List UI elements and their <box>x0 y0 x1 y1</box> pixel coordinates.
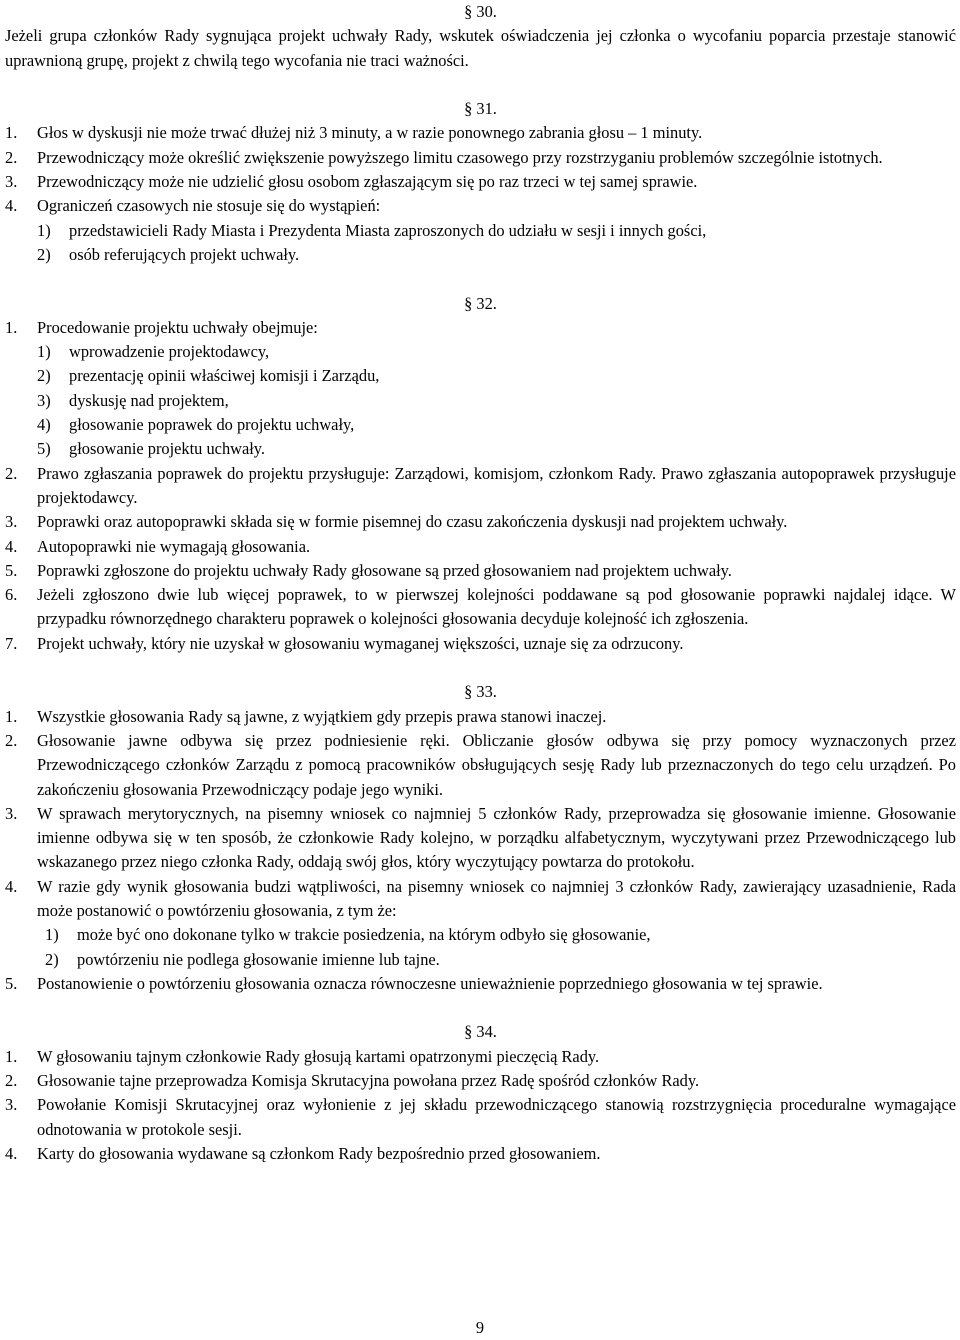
section-33-title: § 33. <box>464 682 497 702</box>
list-item: 3. Poprawki oraz autopoprawki składa się w formie pisemnej do czasu zakończenia dyskusji nad projektem uchwały. <box>5 512 788 532</box>
sub-list-item: 1) wprowadzenie projektodawcy, <box>37 342 270 362</box>
section-32-title: § 32. <box>464 293 497 313</box>
list-item: 5. Postanowienie o powtórzeniu głosowania oznacza równoczesne unieważnienie poprzedniego głosowania w tej sprawie. <box>5 973 823 993</box>
sub-list-item: 5) głosowanie projektu uchwały. <box>37 439 266 459</box>
page-number: 9 <box>475 1318 485 1337</box>
list-item: 6. Jeżeli zgłoszono dwie lub więcej poprawek, to w pierwszej kolejności poddawane są pod głosowanie poprawki najdalej idące. W przypadku równorzędnego charakteru poprawek o kolejności głosowania decyduje kolejność ich zgłoszenia. <box>5 585 956 629</box>
sub-list-item: 2) osób referujących projekt uchwały. <box>37 244 300 264</box>
list-item: 1. W głosowaniu tajnym członkowie Rady głosują kartami opatrzonymi pieczęcią Rady. <box>5 1046 600 1066</box>
section-31-title: § 31. <box>464 99 497 119</box>
list-item: 4. Ograniczeń czasowych nie stosuje się do wystąpień: <box>5 196 381 216</box>
list-item: 5. Poprawki zgłoszone do projektu uchwały Rady głosowane są przed głosowaniem nad projektem uchwały. <box>5 560 732 580</box>
document-page <box>5 0 956 1166</box>
list-item: 7. Projekt uchwały, który nie uzyskał w głosowaniu wymaganej większości, uznaje się za odrzucony. <box>5 633 684 653</box>
list-item: 4. W razie gdy wynik głosowania budzi wątpliwości, na pisemny wniosek co najmniej 3 członków Rady, zawierający uzasadnienie, Rada może postanowić o powtórzeniu głosowania, z tym że: <box>5 876 956 920</box>
list-item: 2. Głosowanie tajne przeprowadza Komisja Skrutacyjna powołana przez Radę spośród członków Rady. <box>5 1071 700 1091</box>
list-item: 3. Powołanie Komisji Skrutacyjnej oraz wyłonienie z jej składu przewodniczącego stanowią rozstrzygnięcia proceduralne wymagające odnotowania w protokole sesji. <box>5 1095 956 1139</box>
section-30-title: § 30. <box>464 2 497 21</box>
sub-list-item: 4) głosowanie poprawek do projektu uchwały, <box>37 415 355 435</box>
list-item: 3. W sprawach merytorycznych, na pisemny wniosek co najmniej 5 członków Rady, przeprowadza się głosowanie imienne. Głosowanie imienne odbywa się w ten sposób, że członkowie Rady kolejno, w porządku alfabetycznym, wyczytywani przez Przewodniczącego lub wskazanego przez niego członka Rady, oddają swój głos, który wyczytujący powtarza do protokołu. <box>5 803 956 872</box>
sub-list-item: 1) przedstawicieli Rady Miasta i Prezydenta Miasta zaproszonych do udziału w sesji i innych gości, <box>37 220 707 240</box>
sub-list-item: 2) prezentację opinii właściwej komisji i Zarządu, <box>37 366 380 386</box>
list-item: 2. Przewodniczący może określić zwiększenie powyższego limitu czasowego przy rozstrzyganiu problemów szczególnie istotnych. <box>5 147 883 167</box>
list-item: 2. Głosowanie jawne odbywa się przez podniesienie ręki. Obliczanie głosów odbywa się przy pomocy wyznaczonych przez Przewodniczącego członków Zarządu z pomocą pracowników obsługujących sesję Rady lub przeznaczonych do tego celu urządzeń. Po zakończeniu głosowania Przewodniczący podaje jego wyniki. <box>5 730 956 799</box>
sub-list-item: 3) dyskusję nad projektem, <box>37 390 229 410</box>
list-item: 1. Głos w dyskusji nie może trwać dłużej niż 3 minuty, a w razie ponownego zabrania głosu – 1 minuty. <box>5 123 703 143</box>
section-30-text: Jeżeli grupa członków Rady sygnująca projekt uchwały Rady, wskutek oświadczenia jej członka o wycofaniu poparcia przestaje stanowić uprawnioną grupę, projekt z chwilą tego wycofania nie traci ważności. <box>5 26 956 70</box>
list-item: 2. Prawo zgłaszania poprawek do projektu przysługuje: Zarządowi, komisjom, członkom Rady. Prawo zgłaszania autopoprawek przysługuje projektodawcy. <box>5 463 956 507</box>
section-34-title: § 34. <box>464 1022 497 1042</box>
sub-list-item: 2) powtórzeniu nie podlega głosowanie imienne lub tajne. <box>45 949 440 969</box>
list-item: 1. Wszystkie głosowania Rady są jawne, z wyjątkiem gdy przepis prawa stanowi inaczej. <box>5 706 607 726</box>
list-item: 3. Przewodniczący może nie udzielić głosu osobom zgłaszającym się po raz trzeci w tej samej sprawie. <box>5 172 698 192</box>
list-item: 4. Karty do głosowania wydawane są członkom Rady bezpośrednio przed głosowaniem. <box>5 1143 601 1163</box>
sub-list-item: 1) może być ono dokonane tylko w trakcie posiedzenia, na którym odbyło się głosowanie, <box>45 925 651 945</box>
list-item: 4. Autopoprawki nie wymagają głosowania. <box>5 536 311 556</box>
list-item: 1. Procedowanie projektu uchwały obejmuje: <box>5 317 318 337</box>
